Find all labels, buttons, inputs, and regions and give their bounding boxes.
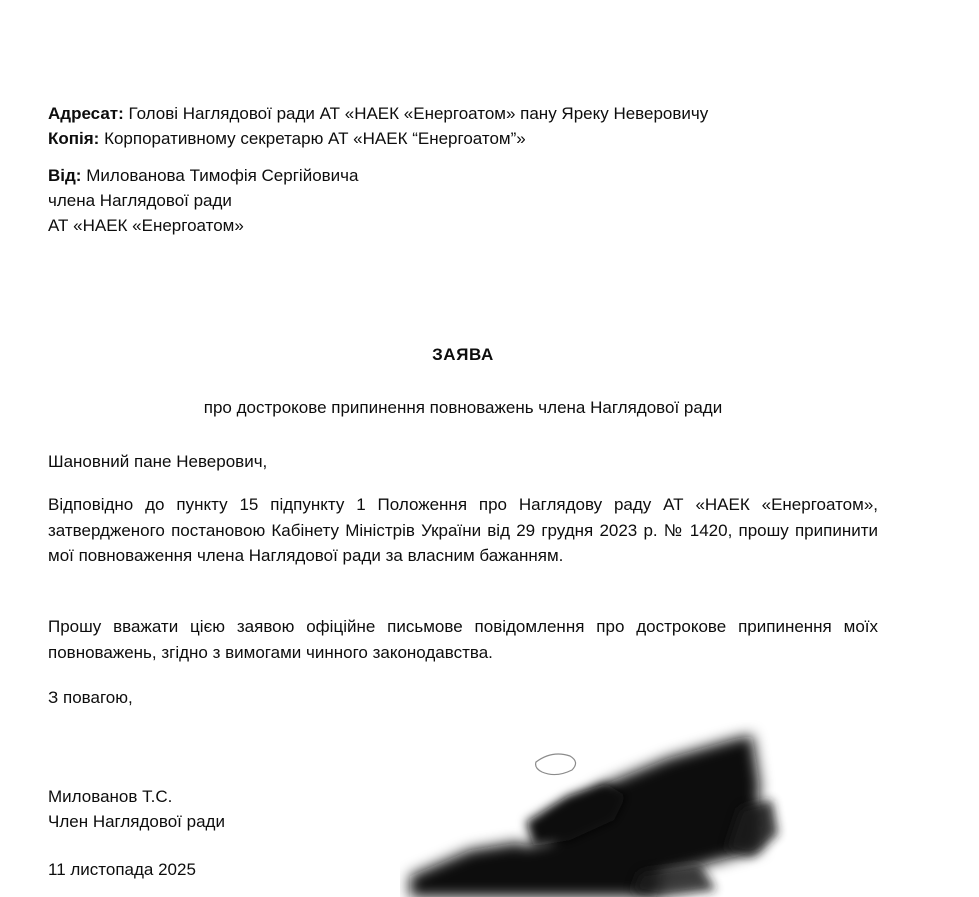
signatory-position: Член Наглядової ради xyxy=(48,812,225,831)
sender-organization: АТ «НАЕК «Енергоатом» xyxy=(48,216,244,235)
sender-block xyxy=(48,163,878,238)
addressee-value: Голові Наглядової ради АТ «НАЕК «Енергоатом» пану Яреку Неверовичу xyxy=(128,104,709,123)
copy-label: Копія: xyxy=(48,129,100,148)
addressee-block xyxy=(48,101,878,151)
copy-line xyxy=(48,126,878,151)
addressee-line xyxy=(48,101,878,126)
sender-position: члена Наглядової ради xyxy=(48,191,232,210)
body-paragraph-2: Прошу вважати цією заявою офіційне письмове повідомлення про дострокове припинення моїх повноважень, згідно з вимогами чинного законодавства. xyxy=(48,617,878,662)
greeting-line: Шановний пане Неверович, xyxy=(48,452,268,471)
document-title: ЗАЯВА xyxy=(432,345,494,364)
body-paragraph-1: Відповідно до пункту 15 підпункту 1 Положення про Наглядову раду АТ «НАЕК «Енергоатом», затвердженого постановою Кабінету Міністрів України від 29 грудня 2023 р. № 1420, прошу припинити мої повноваження члена Наглядової ради за власним бажанням. xyxy=(48,495,878,565)
signature-block xyxy=(48,784,548,834)
addressee-label: Адресат: xyxy=(48,104,124,123)
sender-line xyxy=(48,163,878,188)
signatory-name: Милованов Т.С. xyxy=(48,787,173,806)
document-text-column xyxy=(48,0,878,897)
document-subtitle: про дострокове припинення повноважень члена Наглядової ради xyxy=(203,398,723,417)
closing-line: З повагою, xyxy=(48,688,133,707)
document-date: 11 листопада 2025 xyxy=(48,860,196,879)
sender-name: Милованова Тимофія Сергійовича xyxy=(86,166,359,185)
copy-value: Корпоративному секретарю АТ «НАЕК “Енергоатом”» xyxy=(104,129,526,148)
sender-label: Від: xyxy=(48,166,82,185)
